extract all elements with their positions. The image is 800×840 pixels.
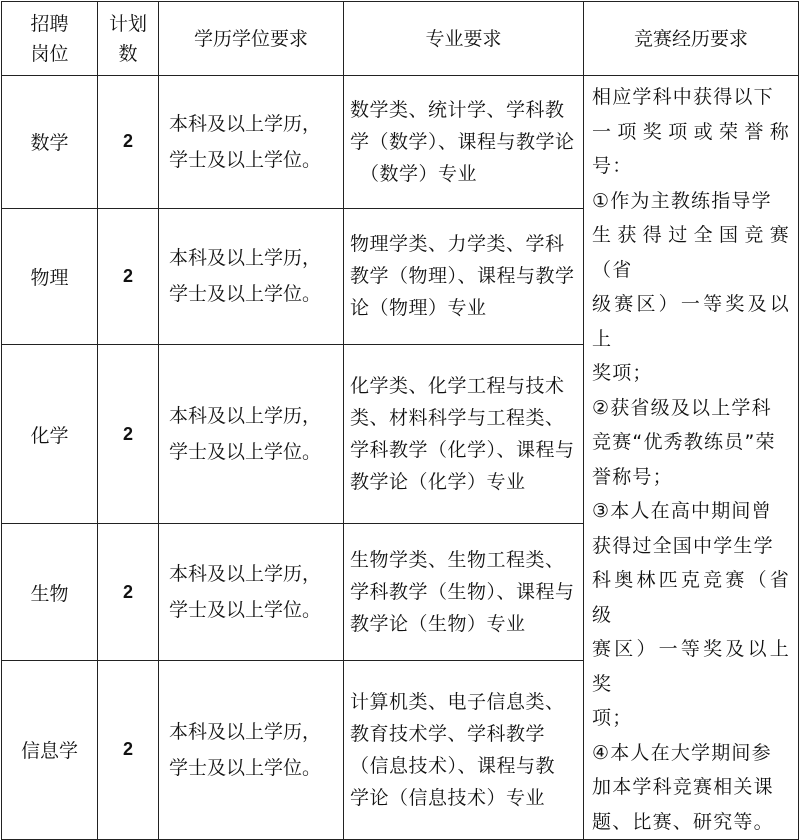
header-row [2,2,799,76]
major-line: 教学论（生物）专业 [350,613,526,636]
major-line: 论（物理）专业 [350,297,487,320]
header-post-line-1: 招聘 [30,12,69,35]
competition-line: ③本人在高中期间曾 [592,500,772,522]
education-line: 本科及以上学历， [169,247,322,270]
competition-line: 奖项； [592,362,653,384]
count-cell: 2 [98,76,159,209]
major-cell [344,524,584,661]
major-line: 计算机类、电子信息类、 [350,690,565,713]
competition-line: 生获得过全国竞赛（省 [592,224,790,281]
education-line: 本科及以上学历， [169,405,322,428]
header-major: 专业要求 [344,2,584,76]
competition-line: ②获省级及以上学科 [592,396,772,419]
competition-line: 竞赛“优秀教练员”荣 [592,431,776,453]
competition-line: 一项奖项或荣誉称号： [592,120,790,177]
count-cell: 2 [98,660,159,839]
header-education: 学历学位要求 [159,2,344,76]
header-post [2,2,98,76]
post-cell: 数学 [2,76,98,209]
count-cell: 2 [98,208,159,345]
competition-line: 题、比赛、研究等。 [592,810,774,833]
education-line: 本科及以上学历， [169,112,322,135]
recruitment-table [1,1,799,840]
education-cell [159,76,344,209]
post-cell: 生物 [2,524,98,661]
major-cell [344,345,584,524]
header-count-line-1: 计划 [108,12,147,35]
header-post-line-2: 岗位 [30,42,69,65]
post-cell: 物理 [2,208,98,345]
education-line: 学士及以上学位。 [169,283,322,306]
education-cell [159,524,344,661]
post-cell: 信息学 [2,660,98,839]
major-line: 学科教学（化学）、课程与 [350,439,575,462]
table-row [2,76,799,209]
count-cell: 2 [98,524,159,661]
major-cell [344,76,584,209]
competition-line: 获得过全国中学生学 [592,534,774,557]
education-line: 本科及以上学历， [169,720,322,743]
major-line: 类、材料科学与工程类、 [350,407,565,430]
competition-line: 赛区）一等奖及以上奖 [592,638,790,695]
major-cell [344,660,584,839]
competition-line: 科奥林匹克竞赛（省级 [592,569,790,626]
header-count [98,2,159,76]
education-line: 本科及以上学历， [169,563,322,586]
major-line: 物理学类、力学类、学科 [350,233,565,256]
competition-line: ④本人在大学期间参 [592,741,772,764]
competition-line: ①作为主教练指导学 [592,189,772,212]
competition-line: 项； [592,707,633,729]
competition-cell [584,76,799,840]
major-line: 教育技术学、学科教学 [350,722,546,745]
major-line: （数学）专业 [360,162,478,185]
education-line: 学士及以上学位。 [169,599,322,622]
competition-line: 相应学科中获得以下 [592,86,774,108]
education-cell [159,660,344,839]
competition-line: 誉称号； [592,465,673,488]
header-competition: 竞赛经历要求 [584,2,799,76]
education-cell [159,345,344,524]
major-line: 学科教学（生物）、课程与 [350,581,575,604]
education-line: 学士及以上学位。 [169,148,322,171]
post-cell: 化学 [2,345,98,524]
major-line: 学论（信息技术）专业 [350,786,546,809]
education-line: 学士及以上学位。 [169,756,322,779]
competition-line: 加本学科竞赛相关课 [592,776,774,798]
header-count-line-2: 数 [118,42,138,65]
education-line: 学士及以上学位。 [169,441,322,464]
competition-line: 级赛区）一等奖及以上 [592,293,790,350]
major-cell [344,208,584,345]
major-line: 化学类、化学工程与技术 [350,375,565,398]
major-line: （信息技术）、课程与教 [350,754,556,777]
major-line: 教学（物理）、课程与教学 [350,265,575,288]
major-line: 学（数学）、课程与教学论 [350,130,575,153]
major-line: 数学类、统计学、学科教 [350,98,565,121]
major-line: 教学论（化学）专业 [350,471,526,494]
education-cell [159,208,344,345]
major-line: 生物学类、生物工程类、 [350,549,565,572]
count-cell: 2 [98,345,159,524]
